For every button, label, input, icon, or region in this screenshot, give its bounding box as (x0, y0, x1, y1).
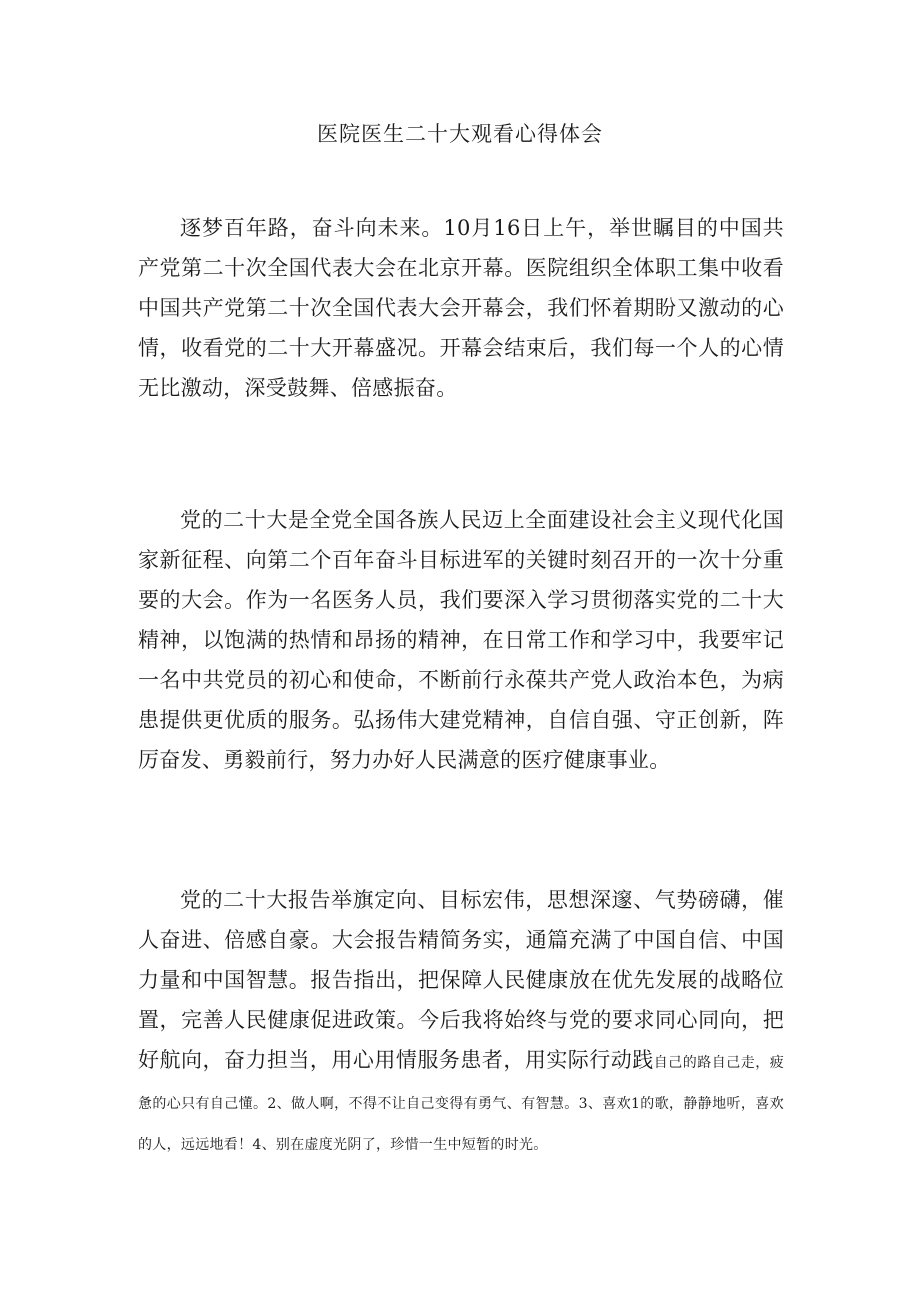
paragraph-2: 党的二十大是全党全国各族人民迈上全面建设社会主义现代化国家新征程、向第二个百年奋斗目标进军的关键时刻召开的一次十分重要的大会。作为一名医务人员，我们要深入学习贯彻落实党的二十大精神，以饱满的热情和昂扬的精神，在日常工作和学习中，我要牢记一名中共党员的初心和使命，不断前行永葆共产党人政治本色，为病患提供更优质的服务。弘扬伟大建党精神，自信自强、守正创新，阵厉奋发、勇毅前行，努力办好人民满意的医疗健康事业。 (138, 508, 784, 772)
paragraph-3-appended-small-text: 自己的路自己走，疲惫的心只有自己懂。2、做人啊，不得不让自己变得有勇气、有智慧。3、喜欢1的歌，静静地听，喜欢的人，远远地看！4、别在虚度光阴了，珍惜一生中短暂的时光。 (138, 1055, 785, 1153)
paragraph-3-main-text: 党的二十大报告举旗定向、目标宏伟，思想深邃、气势磅礴，催人奋进、倍感自豪。大会报告精简务实，通篇充满了中国自信、中国力量和中国智慧。报告指出，把保障人民健康放在优先发展的战略位置，完善人民健康促进政策。今后我将始终与党的要求同心同向，把好航向，奋力担当，用心用情服务患者，用实际行动践 (138, 888, 784, 1072)
paragraph-3 (138, 880, 784, 1163)
document-title: 医院医生二十大观看心得体会 (317, 122, 603, 146)
paragraph-1: 逐梦百年路，奋斗向未来。10月16日上午，举世瞩目的中国共产党第二十次全国代表大会在北京开幕。医院组织全体职工集中收看中国共产党第二十次全国代表大会开幕会，我们怀着期盼又激动的心情，收看党的二十大开幕盛况。开幕会结束后，我们每一个人的心情无比激动，深受鼓舞、倍感振奋。 (138, 216, 784, 400)
